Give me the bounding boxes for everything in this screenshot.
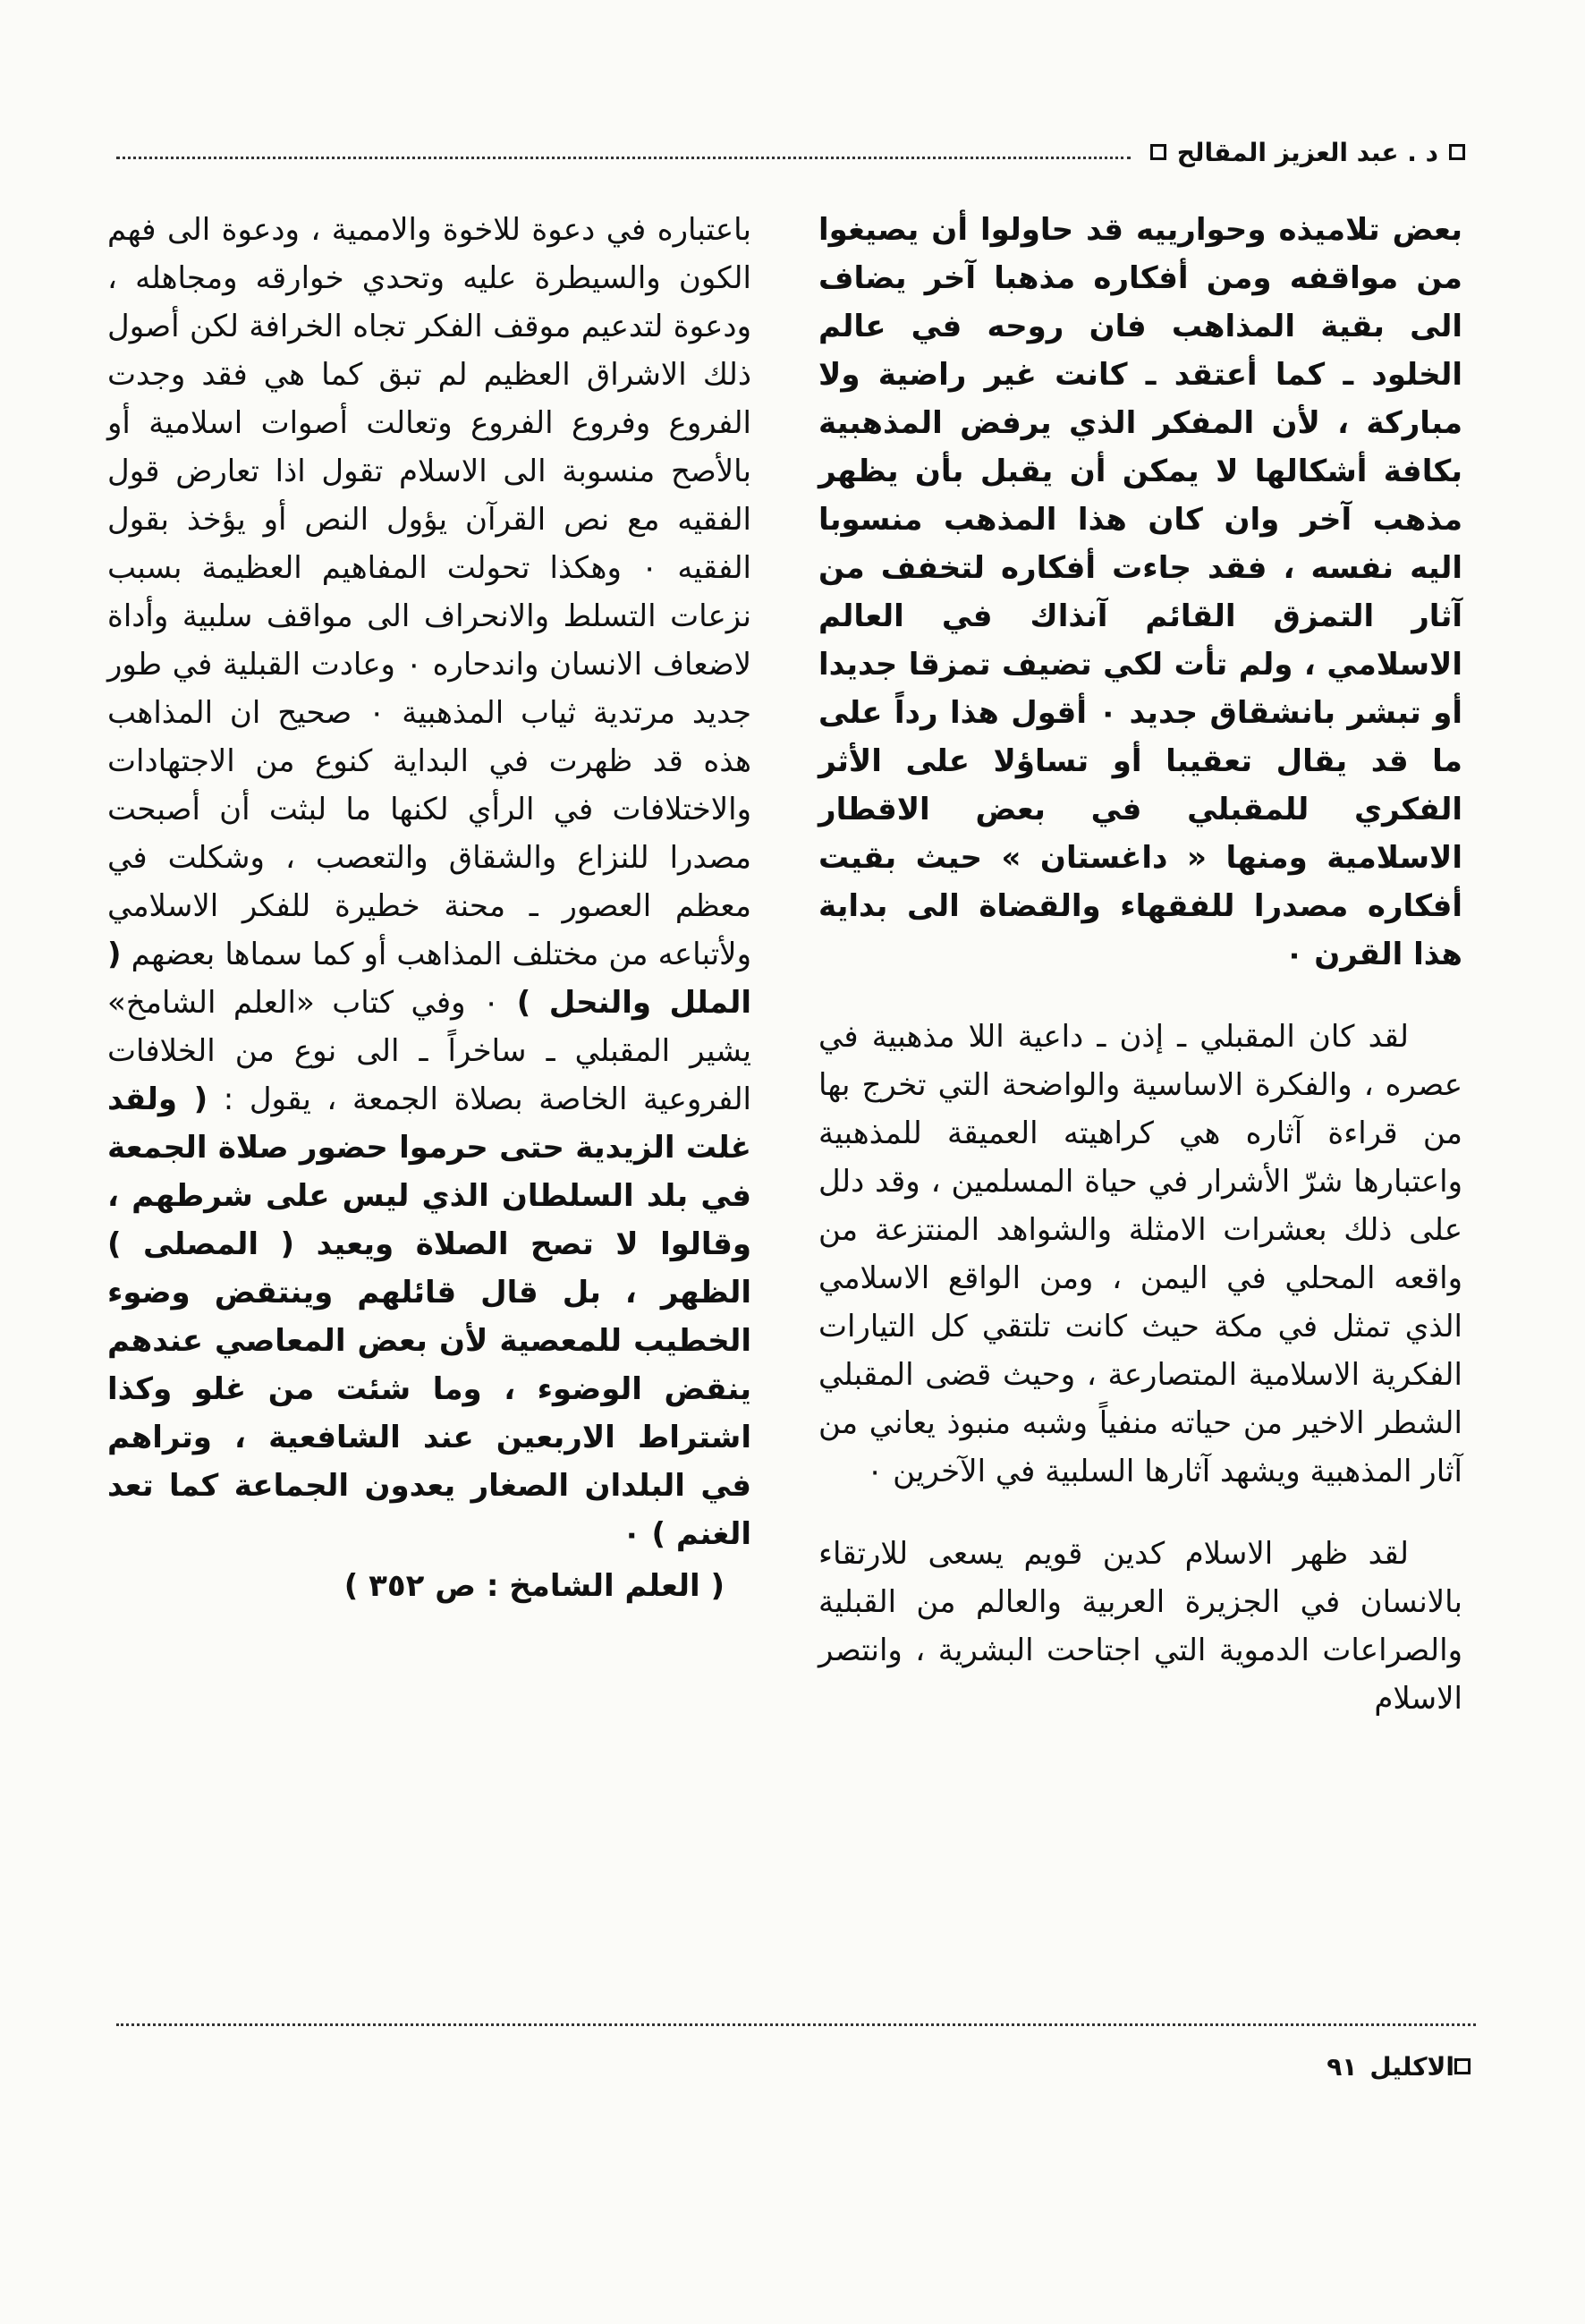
square-bullet-icon: [1454, 2058, 1471, 2074]
right-paragraph-3: لقد ظهر الاسلام كدين قويم يسعى للارتقاء بالانسان في الجزيرة العربية والعالم من القبلية والصراعات الدموية التي اجتاحت البشرية ، وانتصر الاسلام: [818, 1536, 1462, 1717]
left-paragraph-1-text: باعتباره في دعوة للاخوة والاممية ، ودعوة الى فهم الكون والسيطرة عليه وتحدي خوارقه ومجاهله ، ودعوة لتدعيم موقف الفكر تجاه الخرافة لكن أصول ذلك الاشراق العظيم لم تبق كما هي فقد وجدت الفروع وفروع الفروع وتعالت أصوات اسلامية أو بالأصح منسوبة الى الاسلام تقول اذا تعارض قول الفقيه مع نص القرآن يؤول النص أو يؤخذ بقول الفقيه ٠ وهكذا تحولت المفاهيم العظيمة بسبب نزعات التسلط والانحراف الى مواقف سلبية وأداة لاضعاف الانسان واندحاره ٠ وعادت القبلية في طور جديد مرتدية ثياب المذهبية ٠ صحيح ان المذاهب هذه قد ظهرت في البداية كنوع من الاجتهادات والاختلافات في الرأي لكنها ما لبثت أن أصبحت مصدرا للنزاع والشقاق والتعصب ، وشكلت في معظم العصور ـ محنة خطيرة للفكر الاسلامي ولأتباعه من مختلف المذاهب أو كما سماها بعضهم: [107, 212, 752, 972]
page-number: ٩١: [1326, 2051, 1358, 2082]
left-paragraph-1-cont: ٠ وفي كتاب «العلم الشامخ» يشير المقبلي ـ ساخراً ـ الى نوع من الخلافات الفروعية الخاصة بصلاة الجمعة ، يقول :: [107, 985, 752, 1117]
book-title-milal: ( الملل والنحل ): [107, 937, 751, 1021]
header-dotted-rule: [116, 157, 1131, 159]
square-bullet-icon: [1449, 144, 1465, 160]
page-header: [116, 134, 1476, 170]
footer-dotted-rule: [116, 2023, 1476, 2026]
left-column: [107, 206, 751, 1610]
right-paragraph-1: بعض تلاميذه وحوارييه قد حاولوا أن يصيغوا من مواقفه ومن أفكاره مذهبا آخر يضاف الى بقية المذاهب فان روحه في عالم الخلود ـ كما أعتقد ـ كانت غير راضية ولا مباركة ، لأن المفكر الذي يرفض المذهبية بكافة أشكالها لا يمكن أن يقبل بأن يظهر مذهب آخر وان كان هذا المذهب منسوبا اليه نفسه ، فقد جاءت أفكاره لتخفف من آثار التمزق القائم آنذاك في العالم الاسلامي ، ولم تأت لكي تضيف تمزقا جديدا أو تبشر بانشقاق جديد ٠ أقول هذا رداً على ما قد يقال تعقيبا أو تساؤلا على الأثر الفكري للمقبلي في بعض الاقطار الاسلامية ومنها « داغستان » حيث بقيت أفكاره مصدرا للفقهاء والقضاة الى بداية هذا القرن ٠: [818, 212, 1462, 972]
left-paragraph-1: [107, 206, 751, 1558]
journal-name: الاكليل: [1369, 2051, 1454, 2082]
running-title: د . عبد العزيز المقالح: [1176, 137, 1438, 167]
page-footer: [1172, 2048, 1485, 2084]
right-column: [818, 206, 1462, 1757]
citation: ( العلم الشامخ : ص ٣٥٢ ): [343, 1568, 725, 1604]
right-paragraph-2: لقد كان المقبلي ـ إذن ـ داعية اللا مذهبية في عصره ، والفكرة الاساسية والواضحة التي تخرج بها من قراءة آثاره هي كراهيته العميقة للمذهبية واعتبارها شرّ الأشرار في حياة المسلمين ، وقد دلل على ذلك بعشرات الامثلة والشواهد المنتزعة من واقعه المحلي في اليمن ، ومن الواقع الاسلامي الذي تمثل في مكة حيث كانت تلتقي كل التيارات الفكرية الاسلامية المتصارعة ، وحيث قضى المقبلي الشطر الاخير من حياته منفياً وشبه منبوذ يعاني من آثار المذهبية ويشهد آثارها السلبية في الآخرين ٠: [818, 1019, 1462, 1489]
quotation: ( ولقد غلت الزيدية حتى حرموا حضور صلاة الجمعة في بلد السلطان الذي ليس على شرطهم ، وقالوا لا تصح الصلاة ويعيد ( المصلى ) الظهر ، بل قال قائلهم وينتقض وضوء الخطيب للمعصية لأن بعض المعاصي عندهم ينقض الوضوء ، وما شئت من غلو وكذا اشتراط الاربعين عند الشافعية ، وتراهم في البلدان الصغار يعدون الجماعة كما تعد الغنم ) ٠: [107, 1081, 751, 1552]
square-bullet-icon: [1150, 144, 1166, 160]
